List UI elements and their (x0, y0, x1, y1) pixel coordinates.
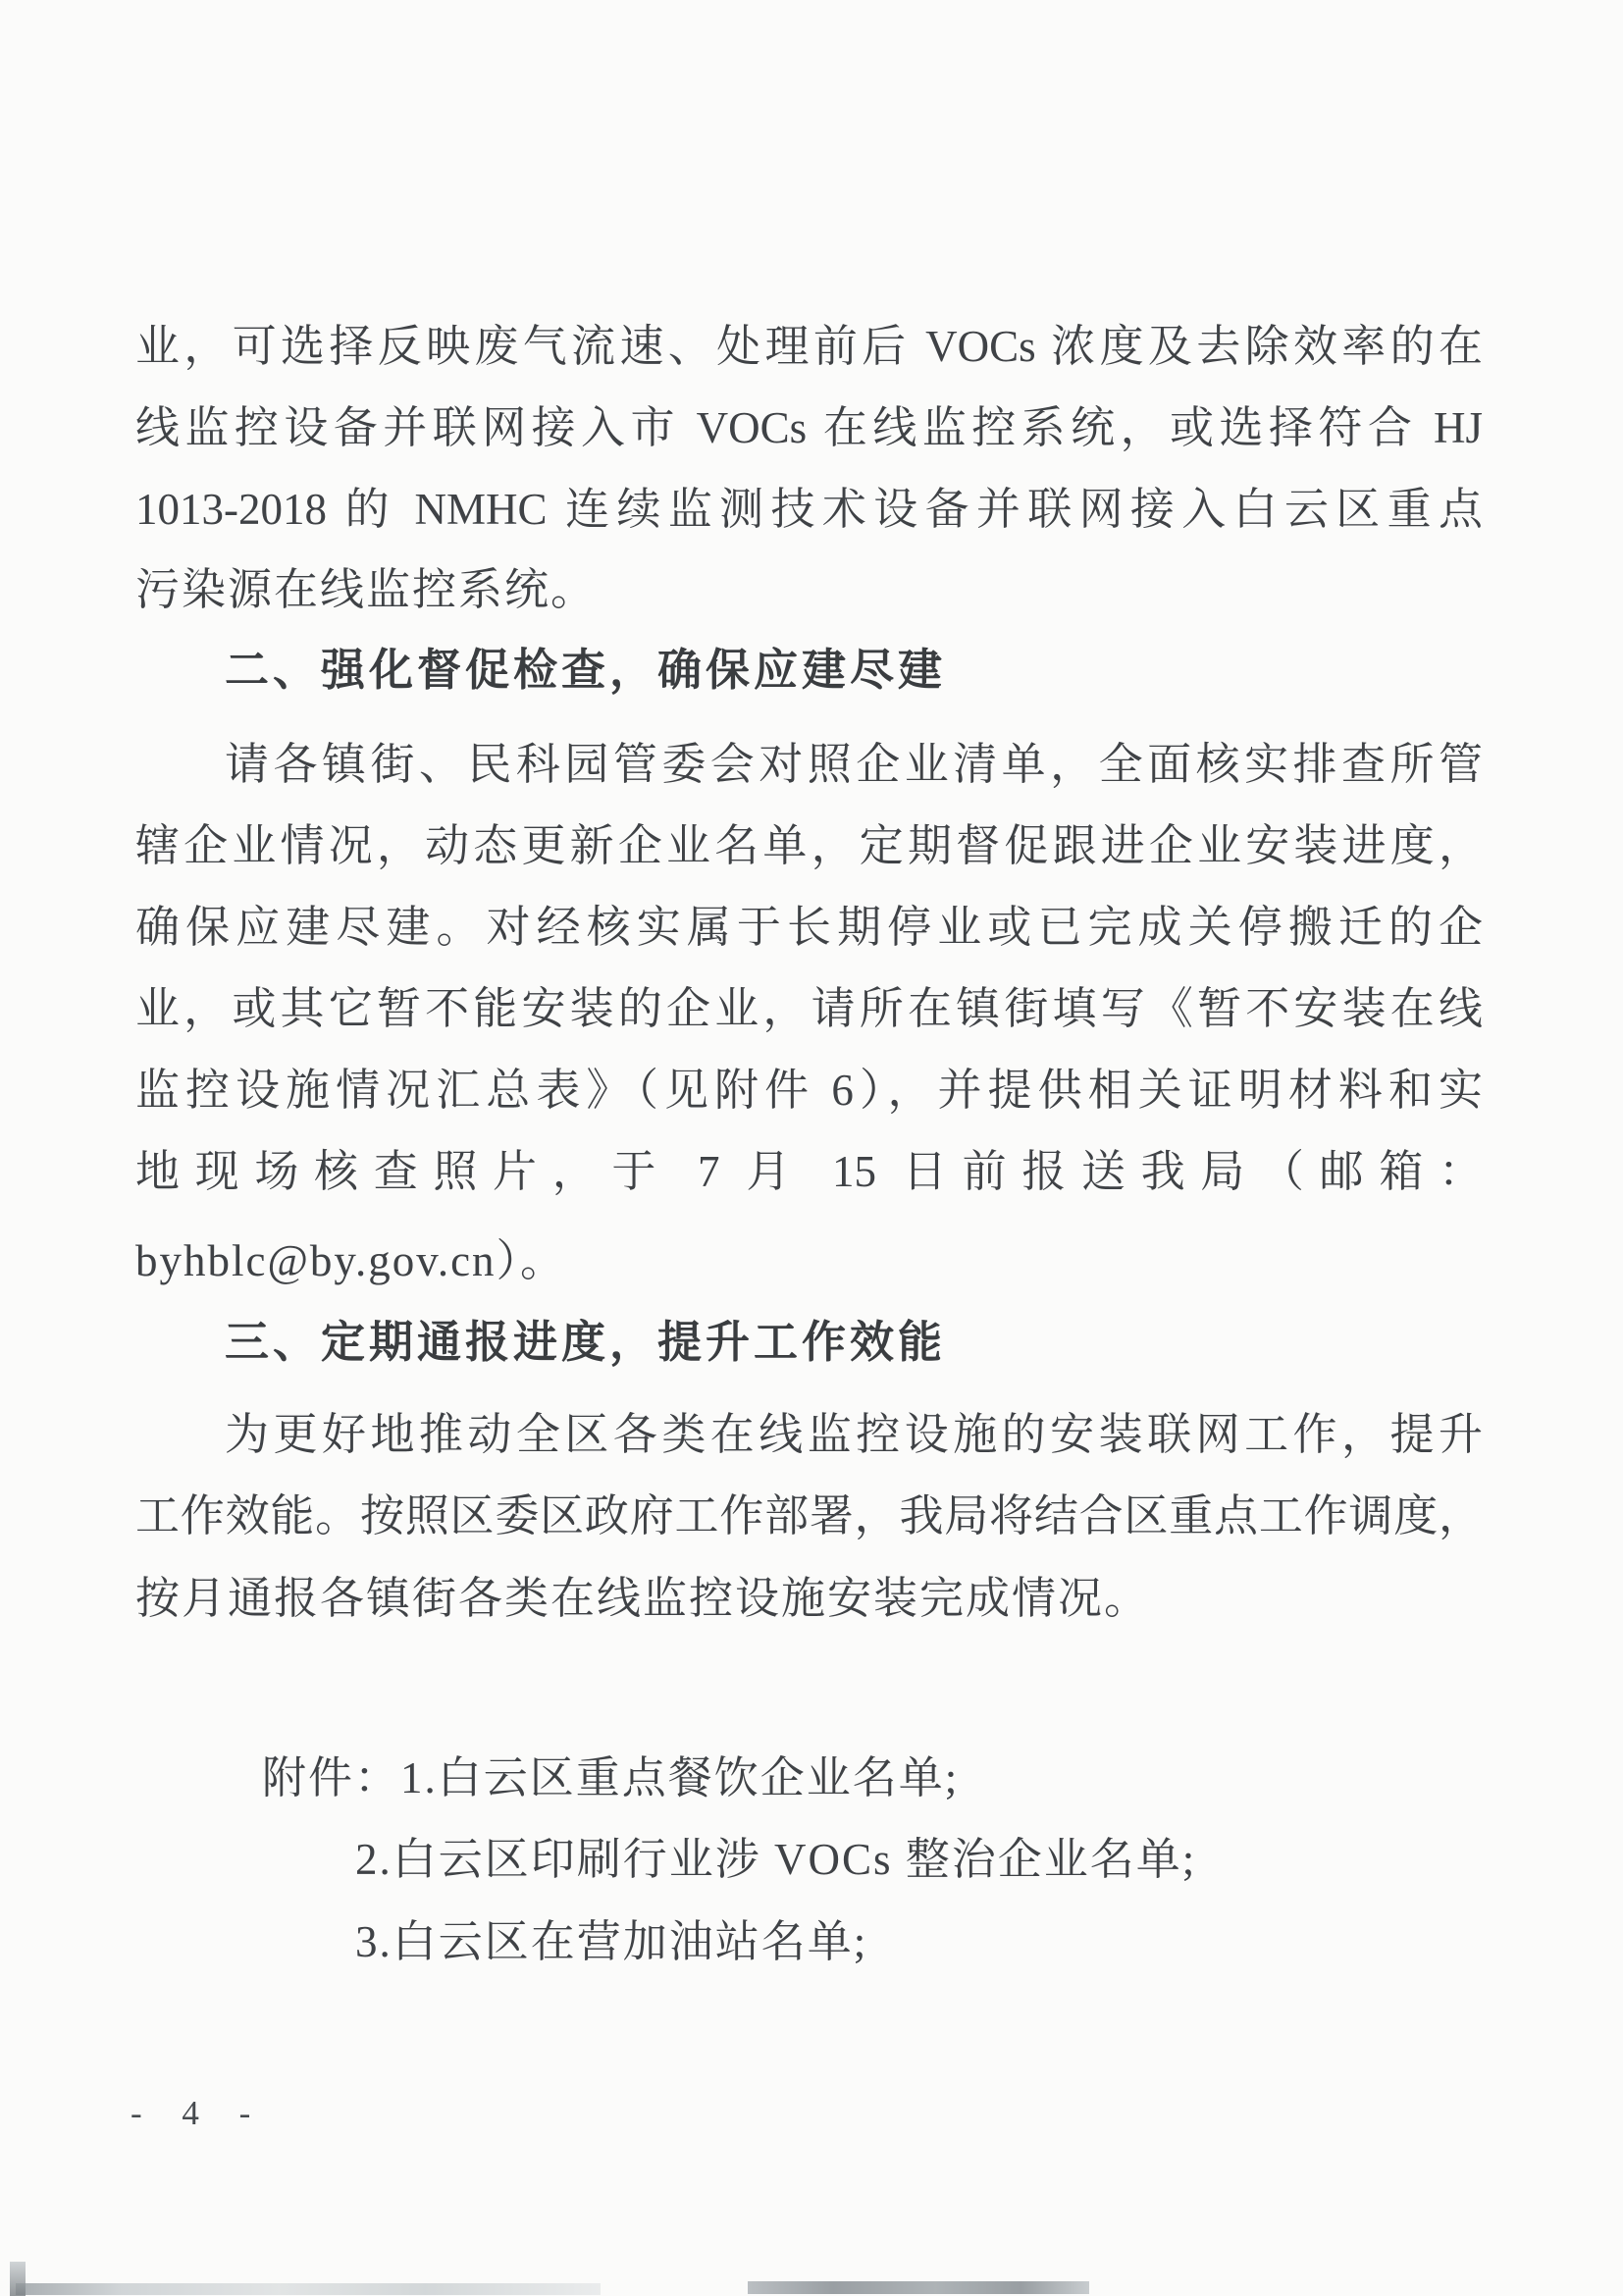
para1-line-2: 线监控设备并联网接入市 VOCs 在线监控系统，或选择符合 HJ (135, 403, 1483, 452)
section-heading-2: 二、强化督促检查，确保应建尽建 (225, 645, 947, 695)
attachments-line-2: 2.白云区印刷行业涉 VOCs 整治企业名单; (355, 1835, 1197, 1884)
para2-line-4: 业，或其它暂不能安装的企业，请所在镇街填写《暂不安装在线 (135, 984, 1483, 1033)
scan-smudge-corner (10, 2262, 26, 2296)
page-number: - 4 - (131, 2094, 263, 2132)
para3-line-2: 工作效能。按照区委区政府工作部署，我局将结合区重点工作调度， (135, 1491, 1483, 1540)
para3-line-3: 按月通报各镇街各类在线监控设施安装完成情况。 (135, 1574, 1151, 1623)
scan-smudge-left (16, 2283, 601, 2295)
para3-line-1: 为更好地推动全区各类在线监控设施的安装联网工作，提升 (225, 1410, 1483, 1459)
para1-line-4: 污染源在线监控系统。 (135, 565, 598, 614)
para2-line-2: 辖企业情况，动态更新企业名单，定期督促跟进企业安装进度， (135, 821, 1483, 870)
para1-line-3: 1013-2018 的 NMHC 连续监测技术设备并联网接入白云区重点 (135, 485, 1483, 534)
para2-line-6: 地现场核查照片，于 7 月 15 日前报送我局（邮箱： (135, 1147, 1483, 1196)
para2-line-7-email: byhblc@by.gov.cn）。 (135, 1236, 567, 1285)
scan-smudge-middle (748, 2281, 1089, 2294)
para1-line-1: 业，可选择反映废气流速、处理前后 VOCs 浓度及去除效率的在 (135, 322, 1483, 371)
attachments-line-3: 3.白云区在营加油站名单; (355, 1917, 868, 1966)
section-heading-3: 三、定期通报进度，提升工作效能 (225, 1317, 947, 1367)
para2-line-5: 监控设施情况汇总表》（见附件 6），并提供相关证明材料和实 (135, 1066, 1483, 1115)
para2-line-1: 请各镇街、民科园管委会对照企业清单，全面核实排查所管 (225, 740, 1483, 789)
attachments-line-1: 附件：1.白云区重点餐饮企业名单; (262, 1753, 960, 1802)
para2-line-3: 确保应建尽建。对经核实属于长期停业或已完成关停搬迁的企 (135, 903, 1483, 952)
